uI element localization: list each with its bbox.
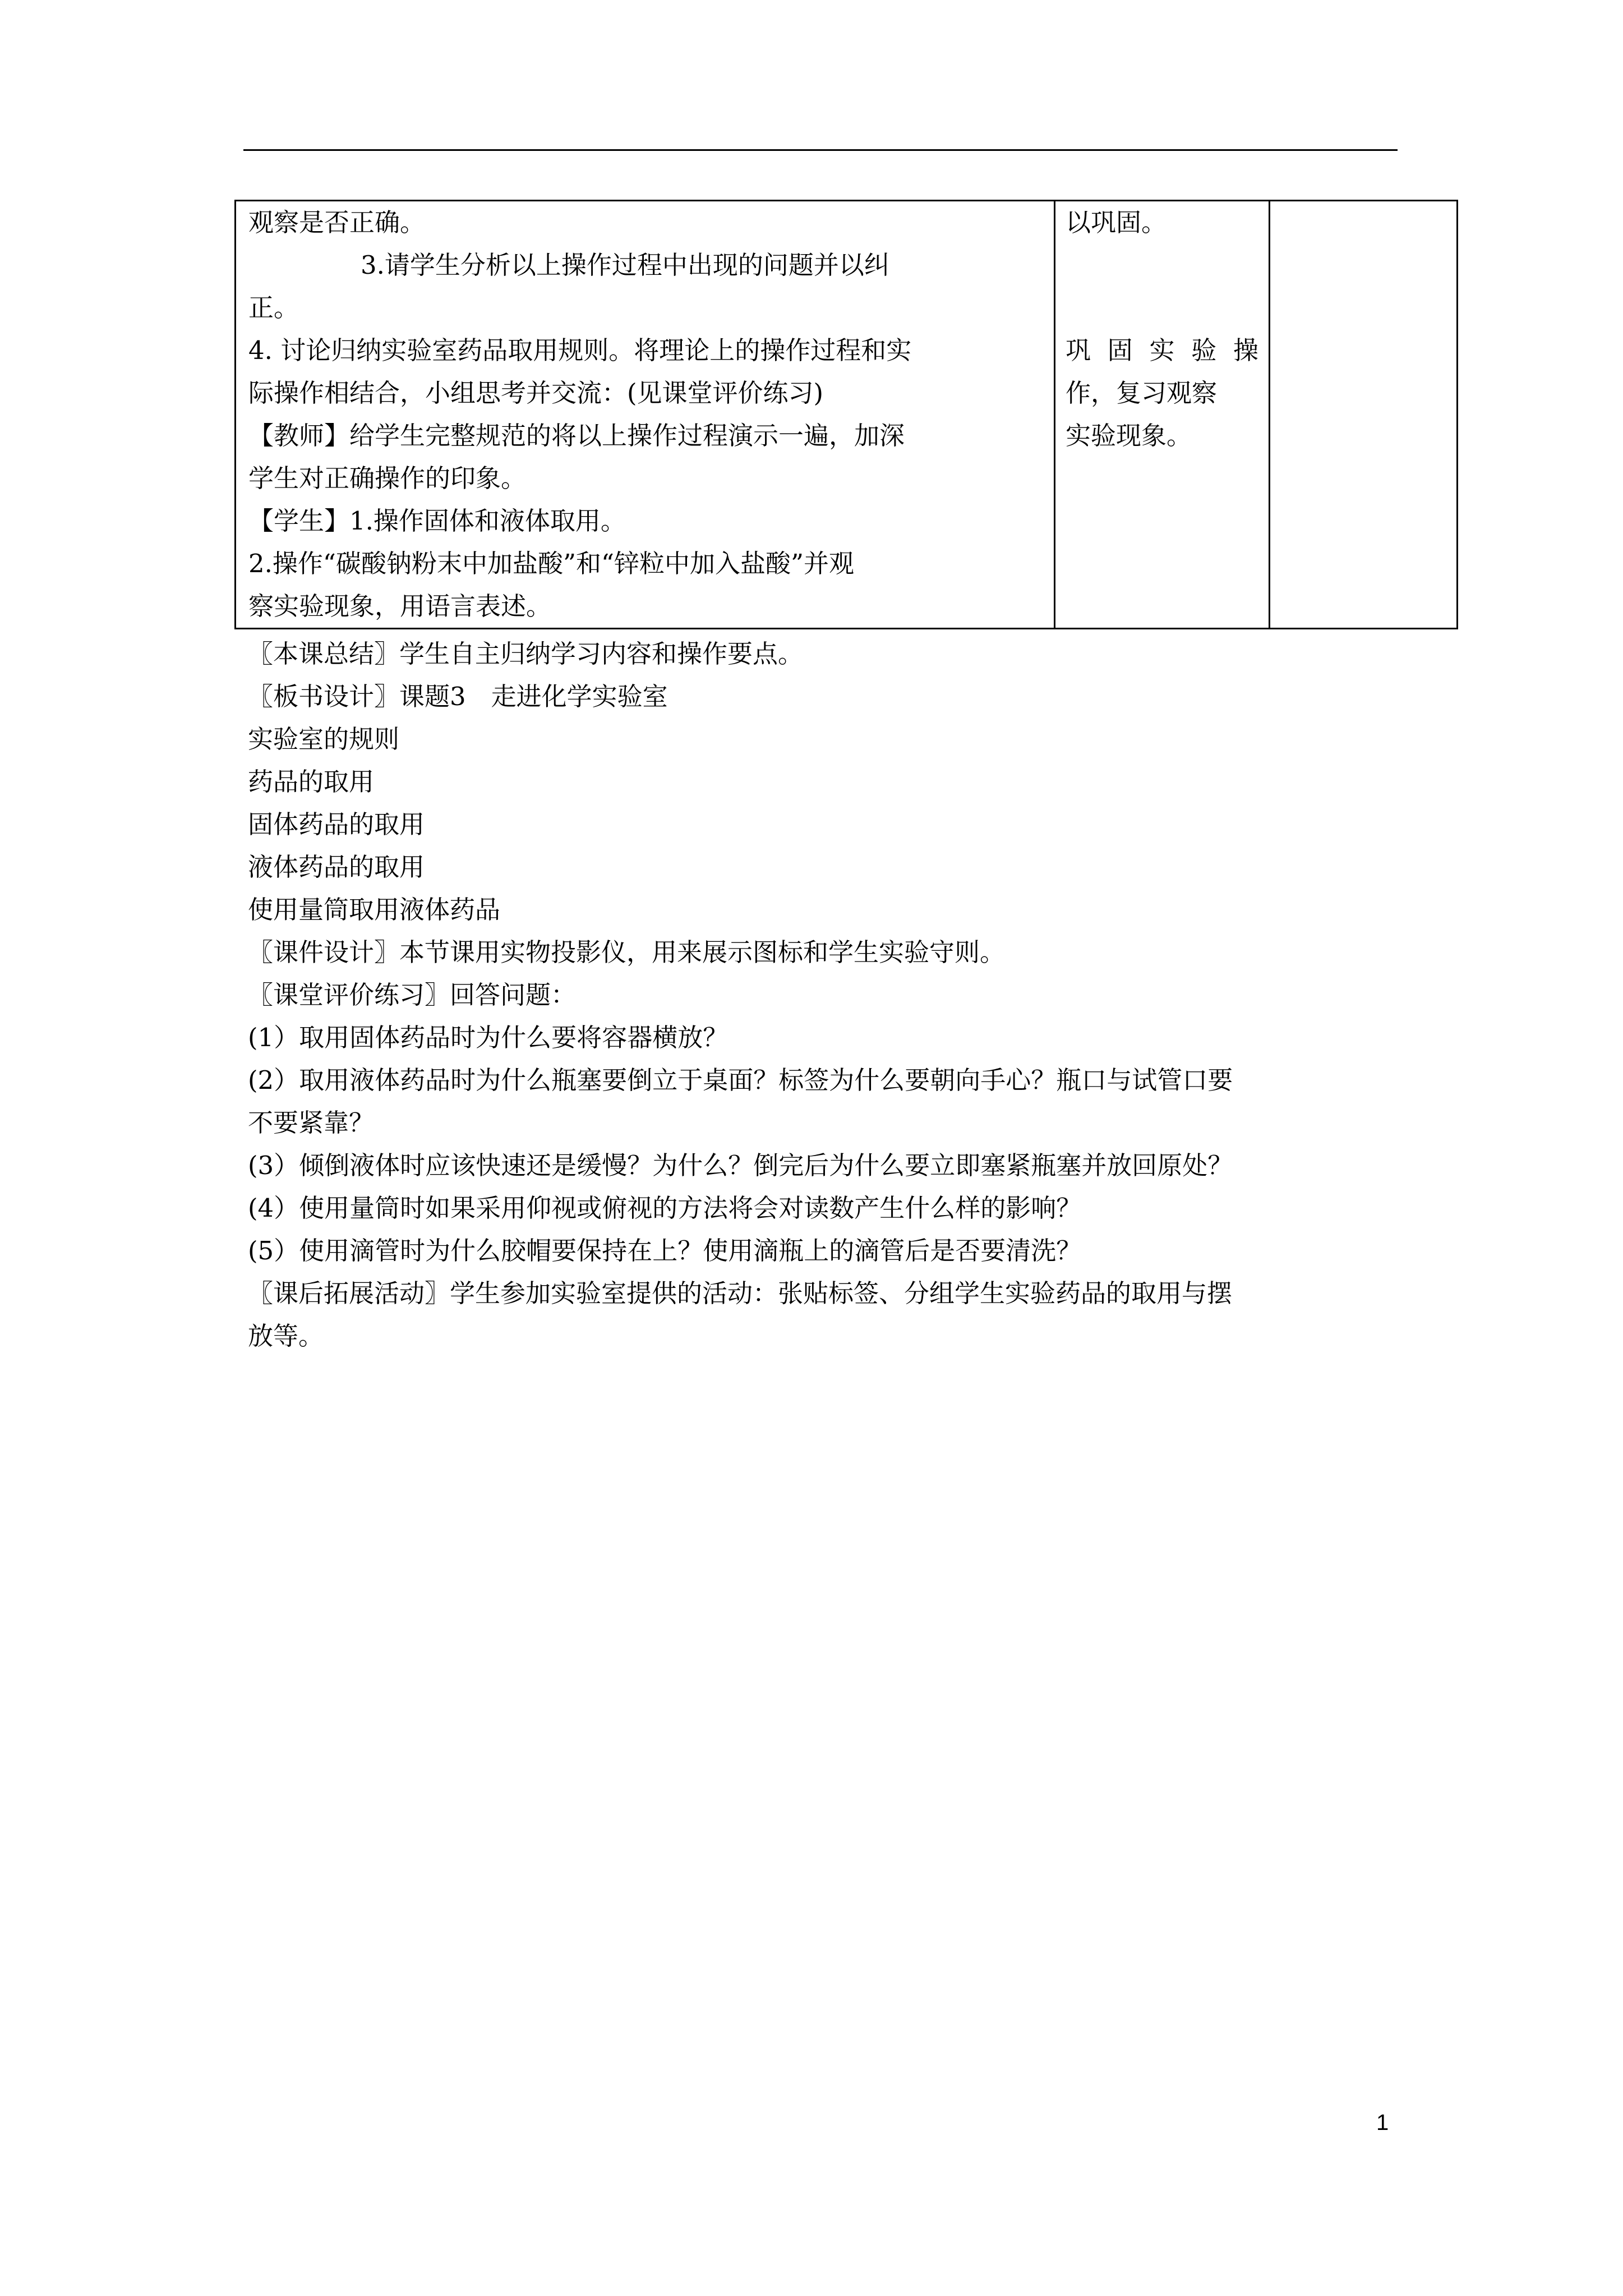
intent-line: 作，复习观察 [1066,378,1218,408]
board-design-item: 药品的取用 [248,767,375,797]
process-line: 【教师】给学生完整规范的将以上操作过程演示一遍，加深 [248,421,905,450]
extension-activity: 〖课后拓展活动〗学生参加实验室提供的活动：张贴标签、分组学生实验药品的取用与摆 [248,1278,1233,1308]
process-line: 正。 [248,293,299,323]
evaluation-question: 不要紧靠？ [248,1108,375,1138]
evaluation-question: (5）使用滴管时为什么胶帽要保持在上？使用滴瓶上的滴管后是否要清洗？ [248,1236,1082,1266]
process-line: 4. 讨论归纳实验室药品取用规则。将理论上的操作过程和实 [248,335,912,365]
notes-cell [1270,201,1458,629]
document-body [248,633,1403,1358]
process-line: 3.请学生分析以上操作过程中出现的问题并以纠 [361,250,889,280]
design-intent-cell [1055,201,1270,629]
evaluation-question: (4）使用量筒时如果采用仰视或俯视的方法将会对读数产生什么样的影响？ [248,1193,1082,1223]
board-design-item: 液体药品的取用 [248,852,425,882]
board-design-item: 实验室的规则 [248,724,400,754]
process-line: 察实验现象，用语言表述。 [248,591,552,621]
board-design-item: 使用量筒取用液体药品 [248,895,501,924]
process-line: 观察是否正确。 [248,208,426,237]
evaluation-question: (1）取用固体药品时为什么要将容器横放？ [248,1023,728,1052]
evaluation-question: (3）倾倒液体时应该快速还是缓慢？为什么？倒完后为什么要立即塞紧瓶塞并放回原处？ [248,1151,1233,1180]
lesson-table [234,200,1458,629]
intent-line: 实验现象。 [1066,421,1192,450]
process-line: 学生对正确操作的印象。 [248,463,527,493]
process-line: 际操作相结合，小组思考并交流：(见课堂评价练习) [248,378,824,408]
lesson-summary: 〖本课总结〗学生自主归纳学习内容和操作要点。 [248,639,804,669]
evaluation-heading: 〖课堂评价练习〗回答问题： [248,980,577,1010]
teaching-process-cell [236,201,1055,629]
header-rule [243,149,1398,151]
courseware-design: 〖课件设计〗本节课用实物投影仪，用来展示图标和学生实验守则。 [248,937,1006,967]
process-line: 【学生】1.操作固体和液体取用。 [248,506,626,536]
intent-line: 巩固实验操 [1066,335,1258,365]
board-design-item: 固体药品的取用 [248,809,425,839]
extension-activity: 放等。 [248,1321,324,1351]
intent-line: 以巩固。 [1066,208,1167,237]
evaluation-question: (2）取用液体药品时为什么瓶塞要倒立于桌面？标签为什么要朝向手心？瓶口与试管口要 [248,1065,1233,1095]
page-number: 1 [1376,2110,1389,2135]
table-row [236,201,1458,629]
process-line: 2.操作“碳酸钠粉末中加盐酸”和“锌粒中加入盐酸”并观 [248,549,854,578]
board-design-heading: 〖板书设计〗课题3 走进化学实验室 [248,682,668,711]
